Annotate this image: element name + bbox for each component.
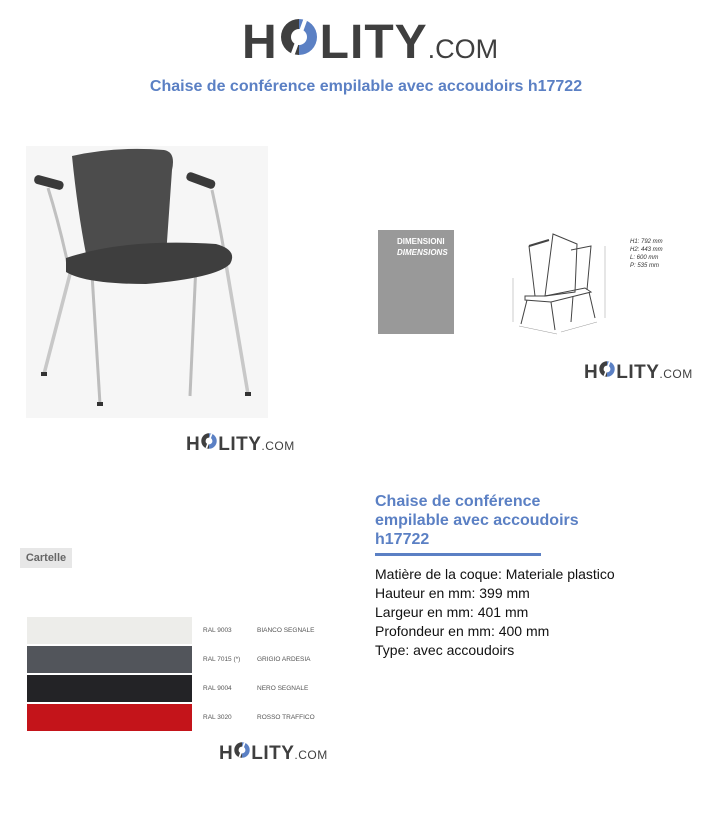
dimension-h1: H1: 792 mm [630, 239, 663, 245]
logo-text-tld: .COM [261, 439, 295, 453]
logo-text-lity: LITY [616, 362, 660, 383]
chair-image-icon [26, 146, 268, 418]
holity-logo-dimensions [584, 360, 693, 382]
dimension-l: L: 600 mm [630, 255, 659, 261]
page-title: Chaise de conférence empilable avec accoudoirs h17722 [149, 78, 583, 95]
dimension-h2: H2: 443 mm [630, 247, 663, 253]
dimension-values [630, 238, 663, 270]
spec-type: Type: avec accoudoirs [375, 642, 515, 658]
product-title: Chaise de conférence empilable avec accoudoirs h17722 [375, 493, 579, 548]
swatch-row [27, 675, 327, 702]
color-swatch [27, 675, 192, 702]
swatch-name: ROSSO TRAFFICO [257, 714, 315, 721]
swatch-code: RAL 3020 [203, 714, 232, 721]
swatch-name: NERO SEGNALE [257, 685, 309, 692]
holity-logo[interactable] [242, 16, 498, 68]
logo-o-icon [233, 741, 251, 759]
logo-text-h: H [186, 434, 201, 455]
spec-depth: Profondeur en mm: 400 mm [375, 623, 550, 639]
logo-text-tld: .COM [659, 367, 693, 381]
title-divider [375, 553, 541, 556]
swatch-code: RAL 7015 (*) [203, 656, 241, 663]
dimensions-panel [378, 230, 454, 334]
holity-logo-photo [186, 432, 295, 454]
swatch-name: BIANCO SEGNALE [257, 627, 315, 634]
cartelle-badge: Cartelle [20, 548, 72, 568]
swatch-code: RAL 9003 [203, 627, 232, 634]
swatch-row [27, 617, 327, 644]
swatch-row [27, 646, 327, 673]
color-swatch [27, 704, 192, 731]
chair-dimension-drawing-icon [505, 226, 610, 336]
spec-width: Largeur en mm: 401 mm [375, 604, 529, 620]
logo-o-icon [598, 360, 616, 378]
dimensions-label-en: DIMENSIONS [397, 248, 448, 257]
spec-material: Matière de la coque: Materiale plastico [375, 566, 615, 582]
logo-text-h: H [219, 743, 234, 764]
logo-o-icon [200, 432, 218, 450]
logo-text-tld: .COM [427, 34, 499, 64]
chair-photo[interactable] [26, 146, 268, 418]
holity-logo-swatches [219, 741, 328, 763]
logo-text-lity: LITY [251, 743, 295, 764]
color-swatch [27, 646, 192, 673]
logo-text-tld: .COM [294, 748, 328, 762]
dimension-p: P: 535 mm [630, 263, 660, 269]
dimensions-label-it: DIMENSIONI [397, 237, 445, 246]
swatch-code: RAL 9004 [203, 685, 232, 692]
logo-text-lity: LITY [319, 16, 428, 69]
logo-text-h: H [584, 362, 599, 383]
logo-o-icon [278, 16, 320, 58]
logo-text-lity: LITY [218, 434, 262, 455]
color-swatch [27, 617, 192, 644]
spec-height: Hauteur en mm: 399 mm [375, 585, 530, 601]
logo-text-h: H [242, 16, 278, 69]
swatch-row [27, 704, 327, 731]
product-specs [375, 565, 615, 660]
swatch-name: GRIGIO ARDESIA [257, 656, 311, 663]
